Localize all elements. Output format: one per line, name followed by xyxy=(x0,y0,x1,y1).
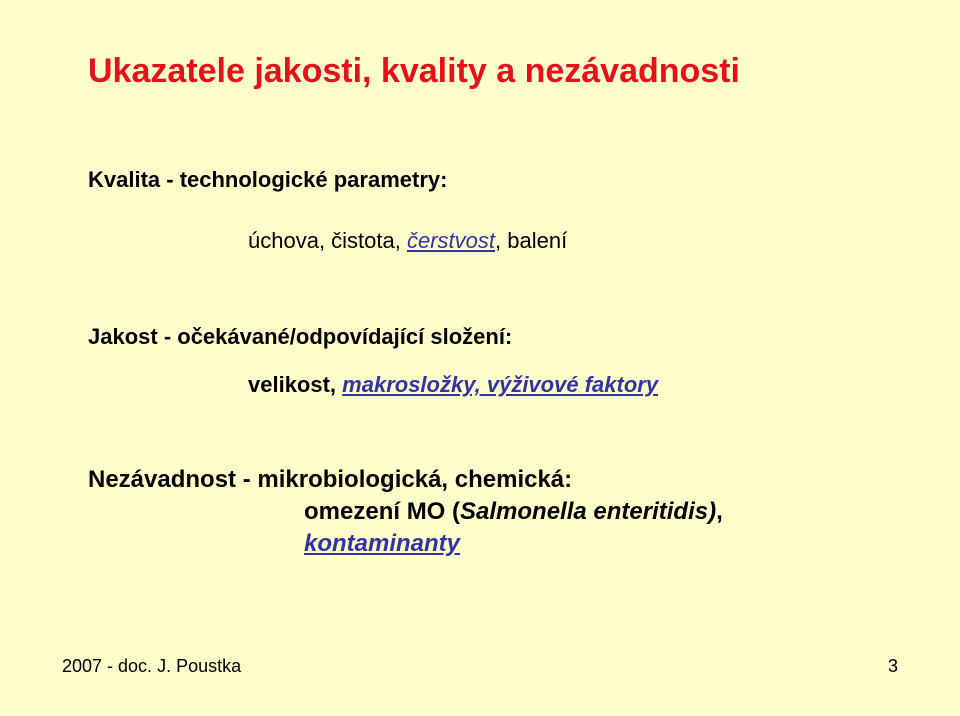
kvalita-items xyxy=(248,228,567,254)
kontaminanty-link[interactable]: kontaminanty xyxy=(304,530,461,557)
jakost-items xyxy=(248,372,658,398)
kvalita-heading: Kvalita - technologické parametry: xyxy=(88,167,448,192)
jakost-items-text: velikost, xyxy=(248,372,343,397)
page-number: 3 xyxy=(888,656,899,676)
nezavadnost-items xyxy=(304,498,723,526)
footer-author: 2007 - doc. J. Poustka xyxy=(62,656,242,676)
nezavadnost-heading: Nezávadnost - mikrobiologická, chemická: xyxy=(88,466,573,493)
makroslozky-link[interactable]: makrosložky, výživové faktory xyxy=(342,372,659,397)
jakost-heading: Jakost - očekávané/odpovídající složení: xyxy=(88,324,513,349)
kontaminanty-line xyxy=(304,530,460,558)
kvalita-items-text: úchova, čistota, xyxy=(248,228,407,253)
comma-text: , xyxy=(716,498,723,525)
kvalita-items-text-end: , balení xyxy=(495,228,568,253)
slide-title: Ukazatele jakosti, kvality a nezávadnosti xyxy=(88,52,740,90)
salmonella-text: Salmonella enteritidis) xyxy=(460,498,717,525)
cerstvost-link[interactable]: čerstvost xyxy=(406,228,496,253)
omezeni-text: omezení MO ( xyxy=(304,498,461,525)
